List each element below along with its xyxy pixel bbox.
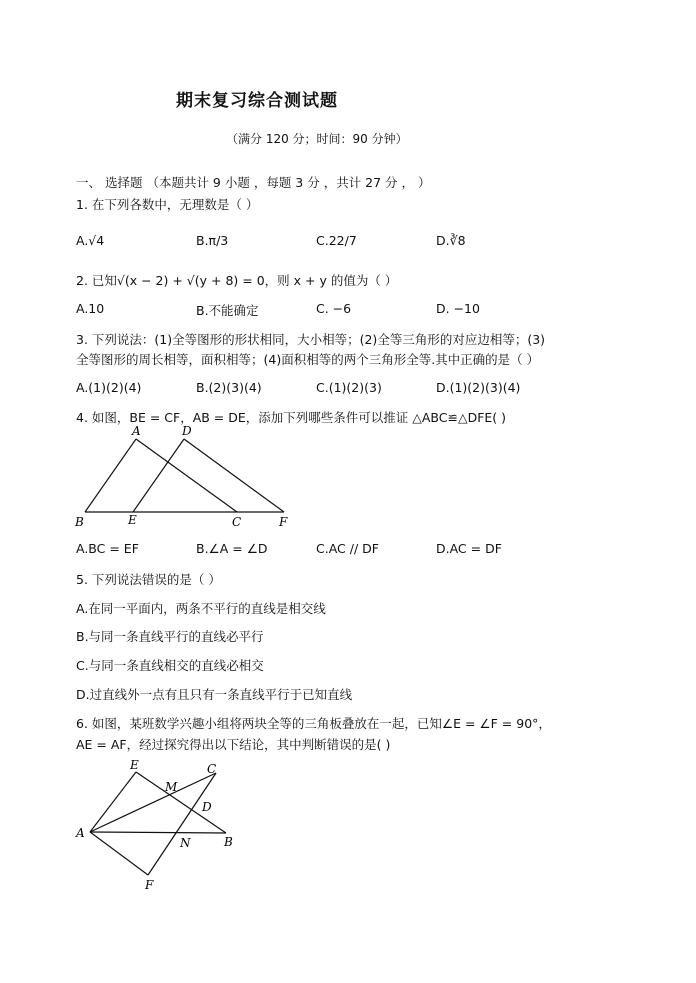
page-title: 期末复习综合测试题 (176, 91, 338, 111)
q6-label-b: B (224, 835, 233, 849)
q4-line-de (133, 439, 184, 512)
q4-option-d: D.AC = DF (436, 541, 502, 556)
question-1-stem: 1. 在下列各数中，无理数是（ ） (76, 197, 259, 212)
q5-option-a: A.在同一平面内，两条不平行的直线是相交线 (76, 601, 326, 616)
q6-line-af (90, 832, 148, 875)
question-3-stem-line1: 3. 下列说法：(1)全等图形的形状相同，大小相等；(2)全等三角形的对应边相等；(3) (76, 332, 546, 347)
q4-line-ac (136, 439, 237, 512)
question-6-stem-line1: 6. 如图，某班数学兴趣小组将两块全等的三角板叠放在一起，已知∠E = ∠F = 90°， (76, 716, 551, 731)
q1-option-c: C.22/7 (316, 233, 357, 248)
q6-label-n: N (180, 836, 191, 850)
question-2-stem: 2. 已知√(x − 2) + √(y + 8) = 0，则 x + y 的值为（ ） (76, 273, 398, 288)
q3-option-b: B.(2)(3)(4) (196, 380, 262, 395)
question-6-stem-line2: AE = AF，经过探究得出以下结论，其中判断错误的是( ) (76, 737, 391, 752)
q6-line-ac (90, 773, 216, 832)
q6-line-ae (90, 772, 136, 832)
q2-option-b: B.不能确定 (196, 303, 259, 318)
q4-option-b: B.∠A = ∠D (196, 541, 268, 556)
q4-option-a: A.BC = EF (76, 541, 139, 556)
q4-line-ab (85, 439, 136, 512)
q2-option-a: A.10 (76, 301, 105, 316)
q3-option-c: C.(1)(2)(3) (316, 380, 382, 395)
question-4-stem: 4. 如图，BE = CF，AB = DE，添加下列哪些条件可以推证 △ABC≌△DFE( ) (76, 410, 507, 425)
q5-option-d: D.过直线外一点有且只有一条直线平行于已知直线 (76, 687, 353, 702)
q1-option-a: A.√4 (76, 233, 105, 248)
q4-label-e: E (128, 513, 137, 527)
q6-line-eb (136, 772, 226, 833)
section-heading: 一、 选择题 （本题共计 9 小题 ，每题 3 分 ，共计 27 分 ， ） (76, 175, 431, 190)
q6-figure (70, 755, 250, 895)
q4-option-c: C.AC // DF (316, 541, 379, 556)
q6-label-m: M (165, 780, 178, 794)
q3-option-d: D.(1)(2)(3)(4) (436, 380, 521, 395)
q4-label-c: C (232, 515, 242, 529)
q6-label-c: C (207, 762, 217, 776)
q4-label-d: D (182, 424, 192, 438)
q5-option-c: C.与同一条直线相交的直线必相交 (76, 658, 264, 673)
question-5-stem: 5. 下列说法错误的是（ ） (76, 572, 221, 587)
q5-option-b: B.与同一条直线平行的直线必平行 (76, 629, 264, 644)
q6-label-e: E (130, 758, 139, 772)
q6-line-ab (90, 832, 226, 833)
q6-label-f: F (145, 878, 154, 892)
q6-label-d: D (202, 800, 212, 814)
q4-label-f: F (279, 515, 288, 529)
page-subtitle: （满分 120 分；时间：90 分钟） (226, 132, 408, 146)
q4-line-df (184, 439, 284, 512)
q4-label-a: A (132, 424, 141, 438)
q4-label-b: B (75, 515, 84, 529)
q4-figure (70, 422, 300, 534)
q2-option-c: C. −6 (316, 301, 352, 316)
q3-option-a: A.(1)(2)(4) (76, 380, 142, 395)
q6-label-a: A (76, 826, 85, 840)
q1-option-d: D.∛8 (436, 233, 466, 248)
q1-option-b: B.π/3 (196, 233, 229, 248)
question-3-stem-line2: 全等图形的周长相等，面积相等；(4)面积相等的两个三角形全等.其中正确的是（ ） (76, 352, 540, 367)
q2-option-d: D. −10 (436, 301, 480, 316)
